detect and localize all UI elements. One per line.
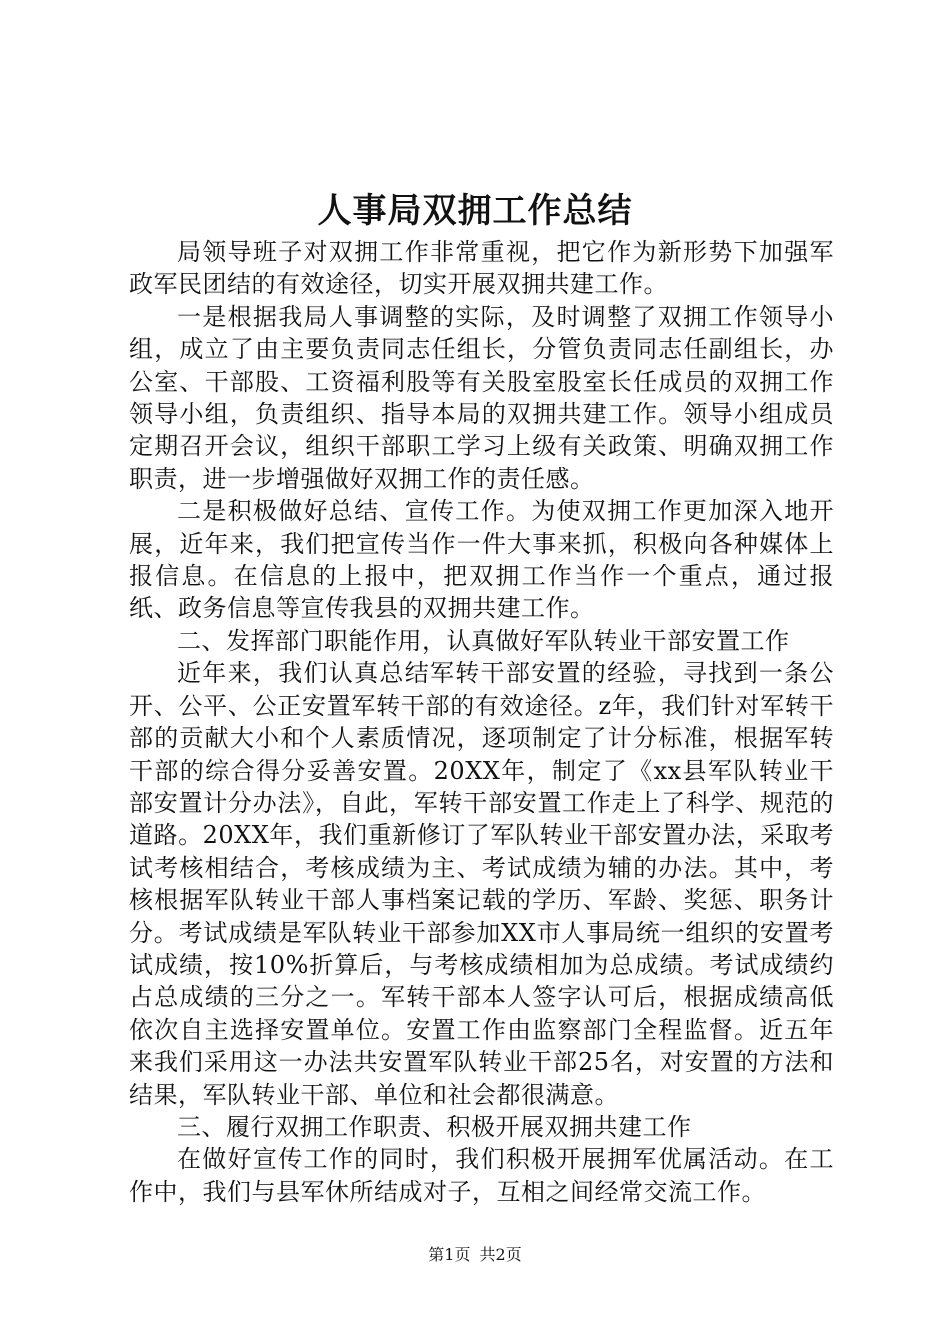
paragraph-support-activities: 在做好宣传工作的同时，我们积极开展拥军优属活动。在工作中，我们与县军休所结成对子，互相之间经常交流工作。 bbox=[129, 1145, 834, 1206]
paragraph-publicity: 二是积极做好总结、宣传工作。为使双拥工作更加深入地开展，近年来，我们把宣传当作一件大事来抓，积极向各种媒体上报信息。在信息的上报中，把双拥工作当作一个重点，通过报纸、政务信息等宣传我县的双拥共建工作。 bbox=[129, 497, 834, 623]
section-heading-2: 二、发挥部门职能作用，认真做好军队转业干部安置工作 bbox=[177, 626, 790, 655]
paragraph-resettlement: 近年来，我们认真总结军转干部安置的经验，寻找到一条公开、公平、公正安置军转干部的有效途径。z年，我们针对军转干部的贡献大小和个人素质情况，逐项制定了计分标准，根据军转干部的综合得分妥善安置。20XX年，制定了《xx县军队转业干部安置计分办法》，自此，军转干部安置工作走上了科学、规范的道路。20XX年，我们重新修订了军队转业干部安置办法，采取考试考核相结合，考核成绩为主、考试成绩为辅的办法。其中，考核根据军队转业干部人事档案记载的学历、军龄、奖惩、职务计分。考试成绩是军队转业干部参加XX市人事局统一组织的安置考试成绩，按10%折算后，与考核成绩相加为总成绩。考试成绩约占总成绩的三分之一。军转干部本人签字认可后，根据成绩高低依次自主选择安置单位。安置工作由监察部门全程监督。近五年来我们采用这一办法共安置军队转业干部25名，对安置的方法和结果，军队转业干部、单位和社会都很满意。 bbox=[129, 659, 834, 1109]
page-number: 第1页 bbox=[428, 1245, 471, 1264]
section-heading-3: 三、履行双拥工作职责、积极开展双拥共建工作 bbox=[177, 1112, 692, 1141]
page-footer bbox=[0, 1243, 950, 1267]
document-title: 人事局双拥工作总结 bbox=[317, 191, 633, 231]
document-body bbox=[129, 236, 834, 1208]
page-total: 共2页 bbox=[479, 1245, 522, 1264]
paragraph-intro: 局领导班子对双拥工作非常重视，把它作为新形势下加强军政军民团结的有效途径，切实开展双拥共建工作。 bbox=[129, 238, 834, 299]
paragraph-leadership-group: 一是根据我局人事调整的实际，及时调整了双拥工作领导小组，成立了由主要负责同志任组长，分管负责同志任副组长，办公室、干部股、工资福利股等有关股室股室长任成员的双拥工作领导小组，负责组织、指导本局的双拥共建工作。领导小组成员定期召开会议，组织干部职工学习上级有关政策、明确双拥工作职责，进一步增强做好双拥工作的责任感。 bbox=[129, 302, 834, 493]
